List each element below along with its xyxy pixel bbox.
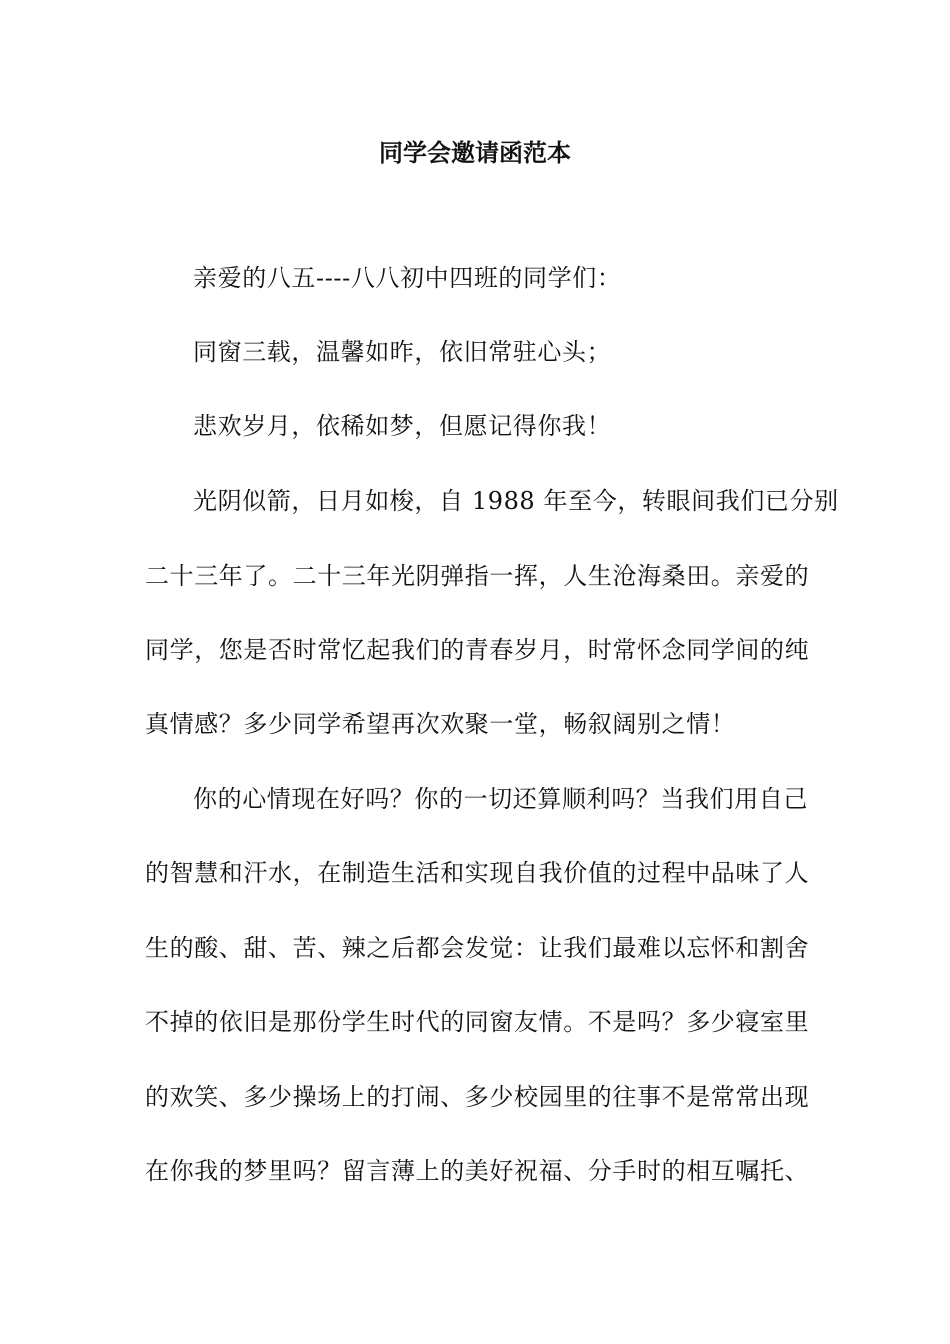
paragraph-line: 的智慧和汗水，在制造生活和实现自我价值的过程中品味了人 [145,859,810,887]
verse-line: 悲欢岁月，依稀如梦，但愿记得你我！ [193,412,612,440]
paragraph-line: 二十三年了。二十三年光阴弹指一挥，人生沧海桑田。亲爱的 [145,562,810,590]
paragraph-line: 不掉的依旧是那份学生时代的同窗友情。不是吗？多少寝室里 [145,1008,810,1036]
paragraph-line: 同学，您是否时常忆起我们的青春岁月，时常怀念同学间的纯 [145,636,810,664]
paragraph-line: 真情感？多少同学希望再次欢聚一堂，畅叙阔别之情！ [145,710,736,738]
verse-line: 同窗三载，温馨如昨，依旧常驻心头； [193,338,612,366]
paragraph-line: 你的心情现在好吗？你的一切还算顺利吗？当我们用自己 [193,785,808,813]
salutation-line: 亲爱的八五----八八初中四班的同学们： [193,264,622,292]
document-title: 同学会邀请函范本 [379,138,571,167]
paragraph-line: 在你我的梦里吗？留言薄上的美好祝福、分手时的相互嘱托、 [145,1157,810,1185]
paragraph-line: 生的酸、甜、苦、辣之后都会发觉：让我们最难以忘怀和割舍 [145,934,810,962]
paragraph-line: 的欢笑、多少操场上的打闹、多少校园里的往事不是常常出现 [145,1083,810,1111]
paragraph-line: 光阴似箭，日月如梭，自 1988 年至今，转眼间我们已分别 [193,487,839,515]
